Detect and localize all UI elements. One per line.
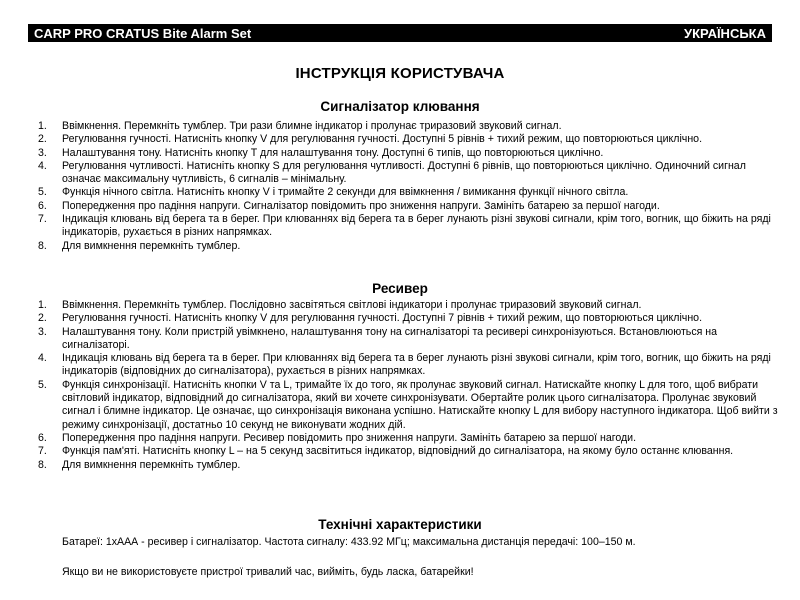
item-text: Індикація клювань від берега та в берег. При клюваннях від берега та в берег лунають різні звукові сигнали, крім того, вогник, що біжить на ряді індикаторів, рухається в різних напрямках. xyxy=(62,213,771,239)
list-item xyxy=(38,445,778,458)
item-text: Ввімкнення. Перемкніть тумблер. Три рази блимне індикатор і пролунає триразовий звуковий сигнал. xyxy=(62,120,562,132)
item-number: 2. xyxy=(38,312,47,325)
item-number: 8. xyxy=(38,458,47,471)
list-item xyxy=(38,200,778,213)
receiver-instructions-list xyxy=(38,299,778,472)
item-number: 4. xyxy=(38,159,47,172)
item-number: 3. xyxy=(38,325,47,338)
list-item xyxy=(38,326,778,353)
item-text: Регулювання гучності. Натисніть кнопку V для регулювання гучності. Доступні 7 рівнів + тихий режим, що повторюються циклічно. xyxy=(62,312,703,325)
item-number: 8. xyxy=(38,239,47,252)
list-item xyxy=(38,160,778,187)
list-item xyxy=(38,120,778,133)
item-number: 1. xyxy=(38,299,47,311)
item-text: Регулювання гучності. Натисніть кнопку V для регулювання гучності. Доступні 5 рівнів + тихий режим, що повторюються циклічно. xyxy=(62,133,703,146)
receiver-section-title: Ресивер xyxy=(372,281,428,296)
item-text: Функція пам'яті. Натисніть кнопку L – на 5 секунд засвітиться індикатор, відповідний до сигналізатора, на якому було останнє клювання. xyxy=(62,445,734,458)
item-text: Регулювання чутливості. Натисніть кнопку S для регулювання чутливості. Доступні 6 рівнів, що повторюються циклічно. Одиночний сигнал означає максимальну чутливість, 6 сигналів – мінімальну. xyxy=(62,159,746,186)
list-item xyxy=(38,133,778,146)
list-item xyxy=(38,147,778,160)
item-number: 4. xyxy=(38,352,47,365)
item-number: 5. xyxy=(38,378,47,391)
item-text: Функція нічного світла. Натисніть кнопку V і тримайте 2 секунди для ввімкнення / вимикання функції нічного світла. xyxy=(62,186,629,199)
list-item xyxy=(38,186,778,199)
list-item xyxy=(38,312,778,325)
item-text: Функція синхронізації. Натисніть кнопки V та L, тримайте їх до того, як пролунає звуковий сигнал. Натискайте кнопку L для того, щоб вибрати світловий індикатор, відповідний до сигналізатора, який ви хочете синхронізувати. Обертайте ролик цього сигналізатора. Пролунає звуковий сигнал і блимне індикатор. Це означає, що синхронізація виконана успішно. Натискайте кнопку L для вибору наступного індикатора. Щоб вийти з режиму синхронізації, достатньо 10 секунд не виконувати жодних дій. xyxy=(62,378,778,431)
item-text: Попередження про падіння напруги. Ресивер повідомить про зниження напруги. Замініть батарею за першої нагоди. xyxy=(62,431,637,444)
page-title: ІНСТРУКЦІЯ КОРИСТУВАЧА xyxy=(295,65,505,82)
item-number: 3. xyxy=(38,146,47,159)
item-number: 7. xyxy=(38,445,47,458)
alarm-section-title: Сигналізатор клювання xyxy=(320,99,480,114)
product-name: CARP PRO CRATUS Bite Alarm Set xyxy=(34,25,252,41)
item-number: 6. xyxy=(38,199,47,212)
item-number: 5. xyxy=(38,186,47,199)
item-text: Налаштування тону. Натисніть кнопку T для налаштування тону. Доступні 6 типів, що повторюються циклічно. xyxy=(62,146,604,159)
specs-text: Батареї: 1хААА - ресивер і сигналізатор. Частота сигналу: 433.92 МГц; максимальна дистанція передачі: 100–150 м. xyxy=(62,536,636,548)
battery-note: Якщо ви не використовуєте пристрої тривалий час, вийміть, будь ласка, батарейки! xyxy=(62,566,474,578)
item-number: 6. xyxy=(38,431,47,444)
language-label: УКРАЇНСЬКА xyxy=(684,25,766,41)
list-item xyxy=(38,352,778,379)
item-text: Попередження про падіння напруги. Сигналізатор повідомить про зниження напруги. Замініть батарею за першої нагоди. xyxy=(62,199,660,212)
list-item xyxy=(38,379,778,432)
item-text: Ввімкнення. Перемкніть тумблер. Послідовно засвітяться світлові індикатори і пролунає триразовий звуковий сигнал. xyxy=(62,299,642,311)
item-number: 2. xyxy=(38,133,47,146)
list-item xyxy=(38,213,778,240)
list-item xyxy=(38,240,778,253)
item-text: Для вимкнення перемкніть тумблер. xyxy=(62,239,241,252)
header-bar xyxy=(28,24,772,42)
specs-section-title: Технічні характеристики xyxy=(318,517,482,532)
item-text: Налаштування тону. Коли пристрій увімкнено, налаштування тону на сигналізаторі та ресивері синхронізуються. Встановлюються на сигналізаторі. xyxy=(62,325,718,351)
list-item xyxy=(38,432,778,445)
list-item xyxy=(38,299,778,312)
alarm-instructions-list xyxy=(38,120,778,253)
item-text: Індикація клювань від берега та в берег. При клюваннях від берега та в берег лунають різні звукові сигнали, крім того, вогник, що біжить на ряді індикаторів (відповідних до сигналізатора), рухається в різних напрямках. xyxy=(62,352,771,378)
item-text: Для вимкнення перемкніть тумблер. xyxy=(62,458,241,471)
item-number: 1. xyxy=(38,120,47,132)
list-item xyxy=(38,459,778,472)
item-number: 7. xyxy=(38,213,47,226)
